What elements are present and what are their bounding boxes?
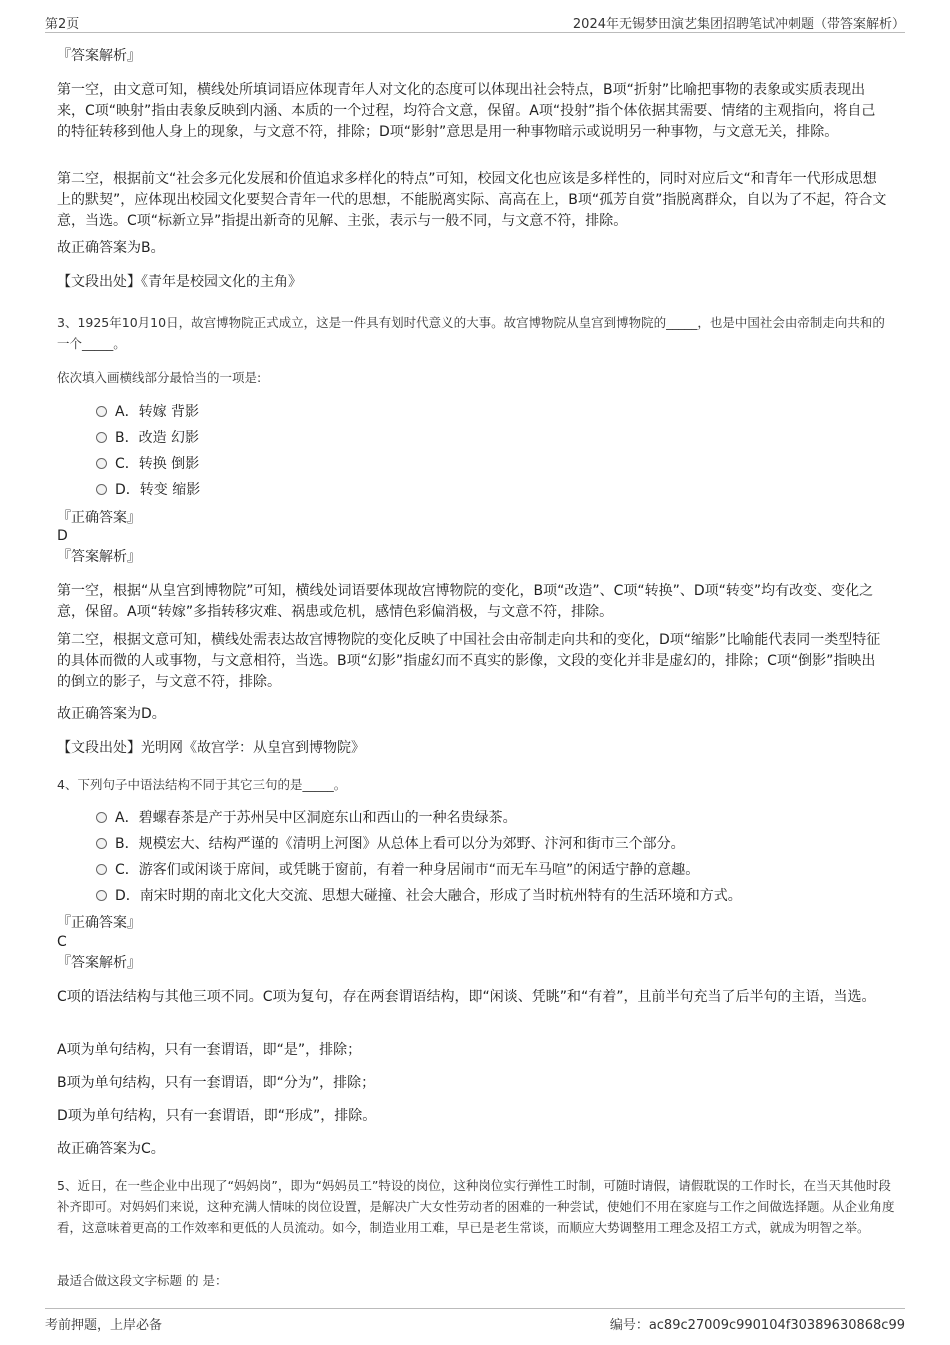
q3-option-c[interactable]: C．转换 倒影 (96, 454, 199, 474)
q4-correct-answer: C (57, 934, 67, 950)
q3-correct-label: 『正确答案』 (57, 510, 141, 526)
q2-analysis-p2: 第二空，根据前文“社会多元化发展和价值追求多样化的特点”可知，校园文化也应该是多样性的，同时对应后文“和青年一代形成思想上的默契”，应体现出校园文化要契合青年一代的思想，不能脱离实际、高高在上，B项“孤芳自赏”指脱离群众，自以为了不起，符合文意，当选。C项“标新立异”指提出新奇的见解、主张，表示与一般不同，与文意不符，排除。 (57, 171, 887, 229)
q3-analysis-p2: 第二空，根据文意可知，横线处需表达故宫博物院的变化反映了中国社会由帝制走向共和的变化，D项“缩影”比喻能代表同一类型特征的具体而微的人或事物，与文意相符，当选。B项“幻影”指虚幻而不真实的影像，文段的变化并非是虚幻的，排除；C项“倒影”指映出的倒立的影子，与文意不符，排除。 (57, 632, 881, 690)
q4-analysis-p3: B项为单句结构，只有一套谓语，即“分为”，排除； (57, 1075, 376, 1091)
q4-correct-label: 『正确答案』 (57, 915, 141, 931)
radio-icon[interactable] (96, 432, 107, 443)
radio-icon[interactable] (96, 458, 107, 469)
radio-icon[interactable] (96, 890, 107, 901)
radio-icon[interactable] (96, 406, 107, 417)
page-footer (45, 1308, 905, 1335)
q3-correct-answer: D (57, 528, 68, 544)
page-number: 第2页 (45, 17, 80, 32)
q4-analysis-p2: A项为单句结构，只有一套谓语，即“是”，排除； (57, 1042, 362, 1058)
footer-slogan: 考前押题，上岸必备 (45, 1318, 163, 1333)
q4-option-c[interactable]: C．游客们或闲谈于席间，或凭眺于窗前，有着一种身居闹市“而无车马喧”的闲适宁静的意趣。 (96, 860, 699, 880)
q4-analysis-p4: D项为单句结构，只有一套谓语，即“形成”，排除。 (57, 1108, 377, 1124)
q4-analysis-p1: C项的语法结构与其他三项不同。C项为复句，存在两套谓语结构，即“闲谈、凭眺”和“有着”，且前半句充当了后半句的主语，当选。 (57, 989, 876, 1005)
q3-option-d[interactable]: D．转变 缩影 (96, 480, 200, 500)
radio-icon[interactable] (96, 812, 107, 823)
q2-analysis-p1: 第一空，由文意可知，横线处所填词语应体现青年人对文化的态度可以体现出社会特点，B项“折射”比喻把事物的表象或实质表现出来，C项“映射”指由表象反映到内涵、本质的一个过程，均符合文意，保留。A项“投射”指个体依据其需要、情绪的主观指向，将自己的特征转移到他人身上的现象，与文意不符，排除；D项“影射”意思是用一种事物暗示或说明另一种事物，与文意无关，排除。 (57, 82, 876, 140)
page-header (45, 10, 905, 33)
document-title: 2024年无锡梦田演艺集团招聘笔试冲刺题（带答案解析） (572, 17, 905, 32)
q5-instruction: 最适合做这段文字标题 的 是： (57, 1273, 228, 1288)
q3-stem: 3、1925年10月10日，故宫博物院正式成立，这是一件具有划时代意义的大事。故宫博物院从皇宫到博物院的_____，也是中国社会由帝制走向共和的一个_____。 (57, 315, 885, 351)
radio-icon[interactable] (96, 864, 107, 875)
q2-source: 【文段出处】《青年是校园文化的主角》 (57, 274, 302, 290)
q4-conclusion: 故正确答案为C。 (57, 1141, 165, 1157)
q4-option-a[interactable]: A．碧螺春茶是产于苏州吴中区洞庭东山和西山的一种名贵绿茶。 (96, 808, 517, 828)
q3-conclusion: 故正确答案为D。 (57, 706, 166, 722)
radio-icon[interactable] (96, 838, 107, 849)
q2-conclusion: 故正确答案为B。 (57, 240, 165, 256)
q3-option-a[interactable]: A．转嫁 背影 (96, 402, 199, 422)
q3-source: 【文段出处】光明网《故宫学：从皇宫到博物院》 (57, 740, 365, 756)
q3-analysis-label: 『答案解析』 (57, 549, 141, 565)
q5-stem: 5、近日，在一些企业中出现了“妈妈岗”，即为“妈妈员工”特设的岗位，这种岗位实行弹性工时制，可随时请假，请假耽误的工作时长，在当天其他时段补齐即可。对妈妈们来说，这种充满人情味的岗位设置，是解决广大女性劳动者的困难的一种尝试，使她们不用在家庭与工作之间做选择题。从企业角度看，这意味着更高的工作效率和更低的人员流动。如今，制造业用工难，早已是老生常谈，而顺应大势调整用工理念及招工方式，就成为明智之举。 (57, 1178, 895, 1235)
q4-stem: 4、下列句子中语法结构不同于其它三句的是_____。 (57, 777, 347, 792)
q3-analysis-p1: 第一空，根据“从皇宫到博物院”可知，横线处词语要体现故宫博物院的变化，B项“改造”、C项“转换”、D项“转变”均有改变、变化之意，保留。A项“转嫁”多指转移灾难、祸患或危机，感情色彩偏消极，与文意不符，排除。 (57, 583, 874, 620)
q4-option-d[interactable]: D．南宋时期的南北文化大交流、思想大碰撞、社会大融合，形成了当时杭州特有的生活环境和方式。 (96, 886, 742, 906)
radio-icon[interactable] (96, 484, 107, 495)
q4-option-b[interactable]: B．规模宏大、结构严谨的《清明上河图》从总体上看可以分为郊野、汴河和街市三个部分。 (96, 834, 685, 854)
q3-option-b[interactable]: B．改造 幻影 (96, 428, 199, 448)
q4-analysis-label: 『答案解析』 (57, 955, 141, 971)
q3-instruction: 依次填入画横线部分最恰当的一项是: (57, 370, 262, 385)
q2-analysis-label: 『答案解析』 (57, 48, 141, 64)
document-code: 编号：ac89c27009c990104f30389630868c99 (609, 1318, 905, 1333)
